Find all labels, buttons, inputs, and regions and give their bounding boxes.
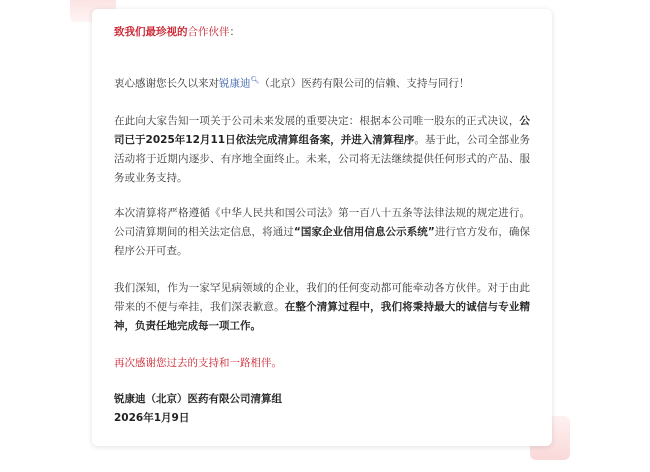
greeting-highlight: 合作伙伴 bbox=[187, 26, 230, 38]
decision-text-1: 在此向大家告知一项关于公司未来发展的重要决定：根据本公司唯一股东的正式决议， bbox=[114, 114, 520, 127]
greeting-prefix: 致我们最珍视的 bbox=[114, 26, 188, 38]
decision-bold: 公司已于2025年12月11日依法完成清算组备案，并进入清算程序 bbox=[114, 114, 530, 146]
paragraph-thanks bbox=[114, 71, 530, 94]
paragraph-decision bbox=[114, 112, 530, 188]
greeting-line bbox=[114, 23, 530, 42]
decision-text-2: 。基于此，公司全部业务活动将于近期内逐步、有序地全面终止。未来，公司将无法继续提供任何形式的产品、服务或业务支持。 bbox=[114, 133, 530, 184]
apology-text-1: 我们深知，作为一家罕见病领域的企业，我们的任何变动都可能牵动各方伙伴。对于由此带来的不便与牵挂，我们深表歉意。 bbox=[114, 281, 530, 313]
legal-bold: “国家企业信用信息公示系统” bbox=[293, 225, 435, 238]
apology-bold: 在整个清算过程中，我们将秉持最大的诚信与专业精神，负责任地完成每一项工作。 bbox=[114, 300, 531, 332]
paragraph-legal bbox=[114, 204, 530, 261]
signature-org: 锐康迪（北京）医药有限公司清算组 bbox=[114, 392, 282, 405]
signature-date: 2026年1月9日 bbox=[114, 411, 190, 424]
thanks-after: （北京）医药有限公司的信赖、支持与同行！ bbox=[259, 77, 470, 90]
greeting-suffix: ： bbox=[229, 26, 240, 38]
notice-card bbox=[92, 9, 552, 446]
legal-text-2: 进行官方发布，确保程序公开可查。 bbox=[114, 225, 531, 257]
paragraph-apology bbox=[114, 279, 530, 336]
thanks-before: 衷心感谢您长久以来对 bbox=[114, 77, 219, 90]
magnifier-icon[interactable]: 🔍︎ bbox=[250, 76, 260, 84]
brand-link[interactable]: 锐康迪 bbox=[219, 77, 251, 90]
paragraph-closing: 再次感谢您过去的支持和一路相伴。 bbox=[114, 356, 282, 369]
legal-text-1: 本次清算将严格遵循《中华人民共和国公司法》第一百八十五条等法律法规的规定进行。公司清算期间的相关法定信息，将通过 bbox=[114, 206, 530, 238]
